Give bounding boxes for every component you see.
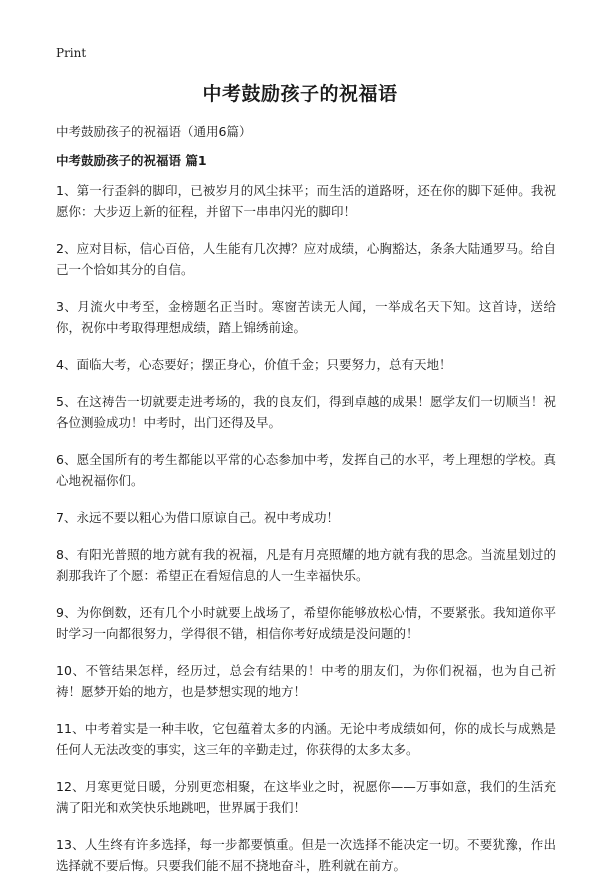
blessing-item-4: 4、面临大考，心态要好；摆正身心，价值千金；只要努力，总有天地！ [56,357,452,372]
blessing-item-2: 2、应对目标，信心百倍，人生能有几次搏？应对成绩，心胸豁达，条条大陆通罗马。给自己一个恰如其分的自信。 [56,241,556,277]
blessing-item-1: 1、第一行歪斜的脚印，已被岁月的风尘抹平；而生活的道路呀，还在你的脚下延伸。我祝愿你：大步迈上新的征程，并留下一串串闪光的脚印！ [56,183,556,219]
blessing-list [56,180,556,892]
section-heading: 中考鼓励孩子的祝福语 篇1 [56,153,207,168]
blessing-item-5: 5、在这祷告一切就要走进考场的，我的良友们，得到卓越的成果！愿学友们一切顺当！祝各位测验成功！中考时，出门还得及早。 [56,394,556,430]
page-title: 中考鼓励孩子的祝福语 [202,83,398,105]
blessing-item-7: 7、永远不要以粗心为借口原谅自己。祝中考成功！ [56,510,339,525]
blessing-item-8: 8、有阳光普照的地方就有我的祝福，凡是有月亮照耀的地方就有我的思念。当流星划过的刹那我许了个愿：希望正在看短信息的人一生幸福快乐。 [56,547,556,583]
blessing-item-9: 9、为你倒数，还有几个小时就要上战场了，希望你能够放松心情，不要紧张。我知道你平时学习一向都很努力，学得很不错，相信你考好成绩是没问题的！ [56,605,556,641]
blessing-item-12: 12、月寒更觉日暖，分别更恋相聚，在这毕业之时，祝愿你——万事如意，我们的生活充满了阳光和欢笑快乐地跳吧，世界属于我们！ [56,779,556,815]
blessing-item-10: 10、不管结果怎样，经历过，总会有结果的！中考的朋友们，为你们祝福，也为自己祈祷！愿梦开始的地方，也是梦想实现的地方！ [56,663,556,699]
print-link[interactable]: Print [56,46,87,60]
blessing-item-13: 13、人生终有许多选择，每一步都要慎重。但是一次选择不能决定一切。不要犹豫，作出选择就不要后悔。只要我们能不屈不挠地奋斗，胜利就在前方。 [56,837,556,873]
blessing-item-11: 11、中考着实是一种丰收，它包蕴着太多的内涵。无论中考成绩如何，你的成长与成熟是任何人无法改变的事实，这三年的辛勤走过，你获得的太多太多。 [56,721,556,757]
blessing-item-3: 3、月流火中考至，金榜题名正当时。寒窗苦读无人闻，一举成名天下知。这首诗，送给你，祝你中考取得理想成绩，踏上锦绣前途。 [56,299,556,335]
blessing-item-6: 6、愿全国所有的考生都能以平常的心态参加中考，发挥自己的水平，考上理想的学校。真心地祝福你们。 [56,452,556,488]
document-subtitle: 中考鼓励孩子的祝福语（通用6篇） [56,124,252,139]
